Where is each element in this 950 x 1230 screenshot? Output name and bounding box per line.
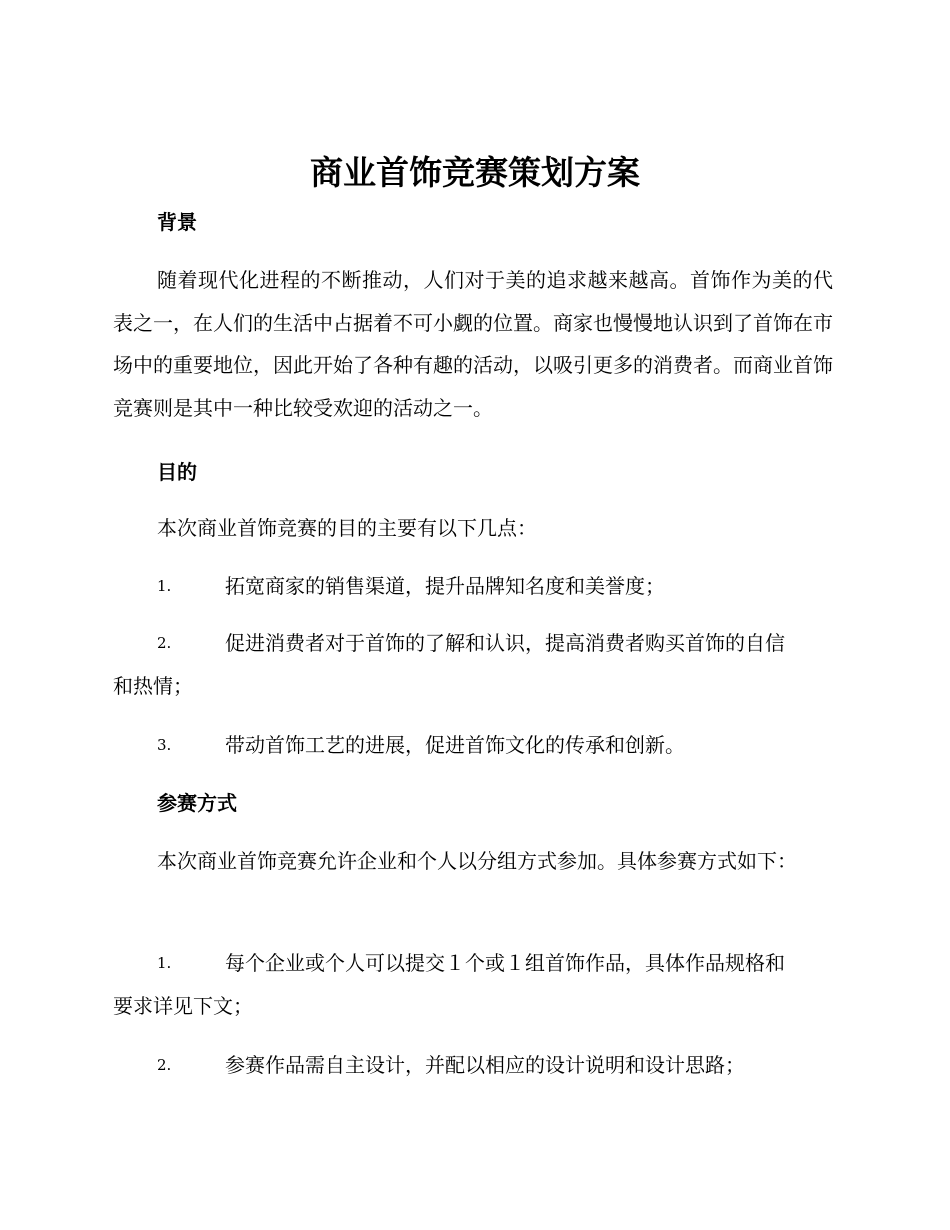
paragraph-purpose-intro: 本次商业首饰竞赛的目的主要有以下几点： [157, 516, 537, 540]
list-item-text: 拓宽商家的销售渠道，提升品牌知名度和美誉度； [225, 574, 665, 598]
list-item [113, 565, 833, 608]
list-item [113, 1044, 833, 1087]
list-item-text-continued: 要求详见下文； [113, 993, 253, 1018]
list-item-text: 每个企业或个人可以提交１个或１组首饰作品，具体作品规格和 [225, 951, 785, 975]
list-item-number: 1. [157, 954, 172, 972]
list-item-number: 3. [157, 736, 172, 754]
paragraph-background: 随着现代化进程的不断推动，人们对于美的追求越来越高。首饰作为美的代表之一，在人们的生活中占据着不可小觑的位置。商家也慢慢地认识到了首饰在市场中的重要地位，因此开始了各种有趣的活动，以吸引更多的消费者。而商业首饰竞赛则是其中一种比较受欢迎的活动之一。 [113, 268, 833, 420]
list-item [113, 622, 833, 707]
list-item-text: 促进消费者对于首饰的了解和认识，提高消费者购买首饰的自信 [225, 631, 785, 655]
list-item [113, 942, 833, 1027]
heading-participation: 参赛方式 [157, 791, 237, 815]
list-item-number: 1. [157, 577, 172, 595]
list-item-text: 带动首饰工艺的进展，促进首饰文化的传承和创新。 [225, 733, 685, 757]
paragraph-participation-intro: 本次商业首饰竞赛允许企业和个人以分组方式参加。具体参赛方式如下： [157, 849, 797, 873]
heading-background: 背景 [157, 210, 197, 234]
document-title: 商业首饰竞赛策划方案 [310, 153, 640, 192]
list-item-number: 2. [157, 1056, 172, 1074]
list-item-number: 2. [157, 634, 172, 652]
list-item [113, 724, 833, 767]
heading-purpose: 目的 [157, 460, 197, 484]
list-item-text-continued: 和热情； [113, 673, 193, 698]
list-item-text: 参赛作品需自主设计，并配以相应的设计说明和设计思路； [225, 1053, 745, 1077]
